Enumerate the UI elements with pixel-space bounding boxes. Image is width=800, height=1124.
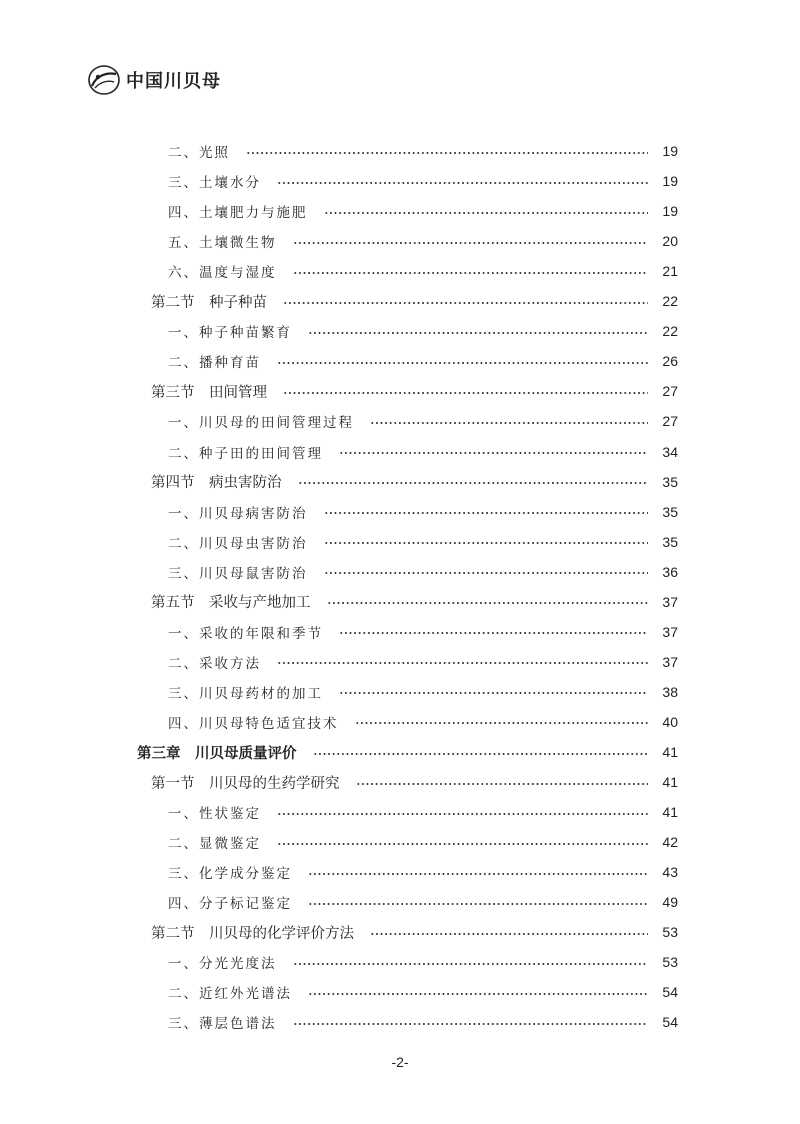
dot-leader: [339, 632, 648, 634]
toc-entry-page: 37: [662, 593, 678, 610]
toc-entry: [168, 256, 678, 286]
dot-leader: [308, 903, 648, 905]
toc-entry-page: 53: [662, 924, 678, 941]
toc-entry: [151, 286, 678, 316]
toc-entry-page: 42: [662, 834, 678, 851]
toc-entry-label: 三、土壤水分: [168, 175, 261, 192]
dot-leader: [370, 422, 648, 424]
toc-entry: [168, 827, 678, 857]
toc-entry-label: 一、分光光度法: [168, 956, 277, 973]
toc-entry-label: 二、光照: [168, 145, 230, 161]
toc-entry: [168, 497, 678, 527]
dot-leader: [339, 452, 648, 454]
toc-entry-label: 第一节 川贝母的生药学研究: [151, 775, 340, 792]
toc-entry: [168, 647, 678, 677]
dot-leader: [308, 993, 648, 995]
toc-entry: [168, 977, 678, 1007]
toc-entry: [151, 376, 678, 406]
toc-entry-page: 37: [662, 623, 678, 640]
toc-entry: [168, 707, 678, 737]
toc-entry-label: 二、近红外光谱法: [168, 986, 292, 1003]
toc-entry-page: 34: [662, 443, 678, 460]
toc-entry-label: 一、川贝母病害防治: [168, 505, 308, 522]
toc-entry: [168, 226, 678, 256]
toc-entry: [168, 166, 678, 196]
dot-leader: [298, 482, 649, 484]
toc-entry: [168, 947, 678, 977]
toc-entry-label: 二、显微鉴定: [168, 836, 261, 853]
dot-leader: [324, 212, 649, 214]
toc-entry-label: 六、温度与湿度: [168, 265, 277, 282]
dot-leader: [308, 332, 648, 334]
toc-entry-page: 26: [662, 353, 678, 370]
toc-entry: [168, 406, 678, 436]
toc-entry: [151, 587, 678, 617]
toc-entry: [137, 737, 678, 767]
dot-leader: [324, 572, 649, 574]
dot-leader: [339, 692, 648, 694]
toc-entry-page: 22: [662, 323, 678, 340]
toc-entry-label: 二、川贝母虫害防治: [168, 535, 308, 552]
dot-leader: [246, 152, 648, 154]
toc-entry-label: 三、化学成分鉴定: [168, 866, 292, 883]
toc-entry: [168, 797, 678, 827]
dot-leader: [293, 272, 649, 274]
toc-entry-page: 27: [662, 383, 678, 400]
page-number: -2-: [391, 1054, 409, 1070]
toc-entry-label: 四、土壤肥力与施肥: [168, 205, 308, 222]
toc-entry-label: 二、种子田的田间管理: [168, 445, 323, 462]
toc-entry-page: 22: [662, 293, 678, 310]
toc-entry-page: 19: [662, 203, 678, 220]
toc-entry-label: 二、采收方法: [168, 655, 261, 672]
toc-entry-label: 一、性状鉴定: [168, 806, 261, 823]
toc-entry-label: 一、川贝母的田间管理过程: [168, 415, 354, 432]
toc-entry: [151, 917, 678, 947]
toc-entry: [151, 767, 678, 797]
dot-leader: [308, 873, 648, 875]
toc-entry-label: 一、采收的年限和季节: [168, 625, 323, 642]
dot-leader: [293, 1023, 649, 1025]
toc-entry-label: 一、种子种苗繁育: [168, 325, 292, 342]
toc-entry: [168, 617, 678, 647]
toc-entry: [168, 437, 678, 467]
toc-entry-label: 第三章 川贝母质量评价: [137, 744, 297, 762]
dot-leader: [370, 933, 648, 935]
dot-leader: [277, 662, 648, 664]
dot-leader: [277, 813, 648, 815]
toc-entry-page: 38: [662, 683, 678, 700]
toc-entry-page: 41: [662, 774, 678, 791]
toc-entry-page: 19: [662, 173, 678, 190]
dot-leader: [356, 783, 649, 785]
toc-entry-label: 五、土壤微生物: [168, 235, 277, 252]
dot-leader: [327, 602, 649, 604]
toc-entry: [151, 467, 678, 497]
toc-entry-label: 三、薄层色谱法: [168, 1016, 277, 1033]
toc-entry-page: 35: [662, 473, 678, 490]
toc-entry-page: 37: [662, 653, 678, 670]
toc-entry: [168, 196, 678, 226]
toc-entry-page: 21: [662, 263, 678, 280]
toc-entry: [168, 346, 678, 376]
toc-entry-page: 19: [662, 143, 678, 159]
toc-entry: [168, 1007, 678, 1037]
dot-leader: [355, 722, 649, 724]
toc-entry-label: 第二节 种子种苗: [151, 294, 267, 311]
dot-leader: [277, 362, 648, 364]
toc-entry-label: 四、川贝母特色适宜技术: [168, 715, 339, 732]
toc-entry-label: 第四节 病虫害防治: [151, 475, 282, 492]
toc-entry-label: 第五节 采收与产地加工: [151, 595, 311, 612]
dot-leader: [324, 542, 649, 544]
toc-entry: [168, 677, 678, 707]
toc-entry: [168, 527, 678, 557]
toc-entry: [168, 557, 678, 587]
toc-entry-page: 41: [662, 804, 678, 821]
dot-leader: [293, 963, 649, 965]
toc-entry-label: 三、川贝母药材的加工: [168, 685, 323, 702]
toc-entry-page: 36: [662, 563, 678, 580]
dot-leader: [313, 753, 649, 755]
dot-leader: [293, 242, 649, 244]
toc-entry-page: 35: [662, 503, 678, 520]
toc-entry-label: 二、播种育苗: [168, 355, 261, 372]
toc-entry-page: 41: [662, 744, 678, 760]
dot-leader: [283, 392, 648, 394]
toc-entry-page: 27: [662, 413, 678, 430]
toc-entry-page: 20: [662, 233, 678, 250]
toc-entry: [168, 136, 678, 166]
toc-entry: [168, 316, 678, 346]
toc-entry-label: 第二节 川贝母的化学评价方法: [151, 925, 354, 942]
toc-entry: [168, 857, 678, 887]
dot-leader: [277, 843, 648, 845]
toc-entry-page: 54: [662, 984, 678, 1001]
toc-entry-page: 53: [662, 954, 678, 971]
dot-leader: [277, 182, 648, 184]
toc-entry-label: 第三节 田间管理: [151, 384, 267, 401]
toc-entry-label: 三、川贝母鼠害防治: [168, 565, 308, 582]
toc-entry: [168, 887, 678, 917]
toc-entry-page: 35: [662, 533, 678, 550]
header-title: 中国川贝母: [126, 71, 221, 92]
toc-entry-page: 54: [662, 1014, 678, 1031]
toc-entry-page: 43: [662, 864, 678, 881]
toc-entry-page: 40: [662, 713, 678, 730]
toc-entry-label: 四、分子标记鉴定: [168, 896, 292, 913]
dot-leader: [324, 512, 649, 514]
toc-entry-page: 49: [662, 894, 678, 911]
dot-leader: [283, 302, 648, 304]
